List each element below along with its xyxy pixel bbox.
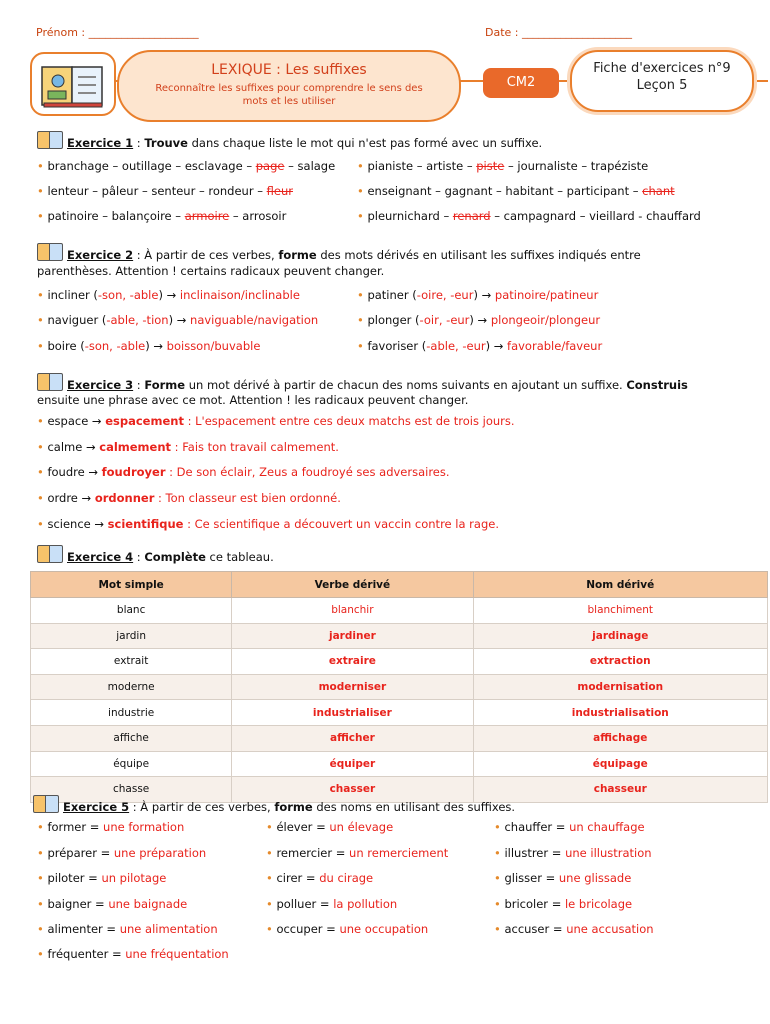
ex1-crossed-word: chant: [642, 184, 675, 198]
ex2-list-item: [37, 339, 260, 353]
ex5-list-item: [494, 846, 652, 860]
derivation-table: [30, 571, 768, 803]
prenom-label: Prénom :: [36, 26, 89, 39]
book-icon: [38, 59, 108, 109]
ex3-instruction: [37, 373, 688, 392]
cell-mot-simple: extrait: [31, 649, 232, 675]
ex5-verb: alimenter =: [47, 922, 120, 936]
prenom-field: [36, 26, 199, 39]
title-bubble: [117, 50, 461, 122]
ex3-noun: foudre →: [47, 465, 102, 479]
ex3-derived-word: calmement: [99, 440, 172, 454]
ex1-words: branchage – outillage – esclavage –: [47, 159, 256, 173]
cell-nom-derive: jardinage: [473, 623, 768, 649]
cell-mot-simple: industrie: [31, 700, 232, 726]
ex2-verb: forme: [278, 248, 317, 262]
bullet: •: [266, 897, 277, 911]
ex3-sentence: : L'espacement entre ces deux matchs est de trois jours.: [183, 414, 515, 428]
col-header-verbe-derive: Verbe dérivé: [232, 572, 473, 598]
ex5-list-item: [37, 897, 187, 911]
table-row: [31, 674, 768, 700]
ex1-crossed-word: page: [255, 159, 285, 173]
bullet: •: [37, 414, 48, 428]
bullet: •: [37, 491, 48, 505]
ex1-instr-rest: dans chaque liste le mot qui n'est pas formé avec un suffixe.: [187, 136, 543, 150]
bullet: •: [37, 871, 48, 885]
ex5-noun-answer: une préparation: [113, 846, 207, 860]
ex4-instruction: [37, 545, 274, 564]
book-illustration-box: [30, 52, 116, 116]
ex3-verb-2: Construis: [626, 378, 688, 392]
ex1-verb: Trouve: [144, 136, 188, 150]
ex5-verb: baigner =: [47, 897, 109, 911]
bullet: •: [37, 897, 48, 911]
cell-nom-derive: modernisation: [473, 674, 768, 700]
ex2-answer: patinoire/patineur: [494, 288, 599, 302]
ex5-list-item: [37, 820, 184, 834]
cell-mot-simple: chasse: [31, 777, 232, 803]
ex5-list-item: [494, 871, 631, 885]
ex5-noun-answer: une alimentation: [119, 922, 218, 936]
ex3-verb-1: Forme: [144, 378, 186, 392]
ex3-list-item: [37, 491, 341, 505]
bullet: •: [266, 820, 277, 834]
ex5-verb: glisser =: [504, 871, 559, 885]
date-blank: ____________________: [522, 26, 632, 39]
ex5-verb: fréquenter =: [47, 947, 126, 961]
ex2-list-item: [357, 339, 602, 353]
date-field: [485, 26, 632, 39]
ex5-list-item: [37, 846, 206, 860]
ex4-instr-a: :: [133, 550, 145, 564]
ex2-verb: incliner (: [47, 288, 98, 302]
ex3-derived-word: scientifique: [107, 517, 184, 531]
ex2-arrow: ) →: [473, 288, 495, 302]
ex2-answer: favorable/faveur: [507, 339, 603, 353]
ex4-title: Exercice 4: [67, 550, 134, 564]
ex2-verb: naviguer (: [47, 313, 107, 327]
ex1-list-item: [357, 159, 648, 173]
bullet: •: [494, 897, 505, 911]
bullet: •: [37, 440, 48, 454]
ex5-instr-a: : À partir de ces verbes,: [129, 800, 275, 814]
bullet: •: [37, 922, 48, 936]
ex5-noun-answer: une occupation: [339, 922, 429, 936]
table-row: [31, 700, 768, 726]
ex5-noun-answer: du cirage: [319, 871, 374, 885]
table-row: [31, 623, 768, 649]
subtitle-line-2: mots et les utiliser: [242, 96, 336, 107]
ex3-sentence: : Ce scientifique a découvert un vaccin contre la rage.: [183, 517, 499, 531]
ex5-list-item: [494, 922, 654, 936]
ex1-words-end: – campagnard – vieillard - chauffard: [490, 209, 701, 223]
cell-mot-simple: jardin: [31, 623, 232, 649]
bullet: •: [37, 820, 48, 834]
ex2-answer: naviguable/navigation: [190, 313, 319, 327]
ex2-arrow: ) →: [168, 313, 191, 327]
ex3-derived-word: ordonner: [94, 491, 155, 505]
cell-verbe-derive: équiper: [232, 751, 473, 777]
cell-mot-simple: moderne: [31, 674, 232, 700]
ex2-answer: inclinaison/inclinable: [179, 288, 300, 302]
ex5-noun-answer: la pollution: [333, 897, 398, 911]
bullet: •: [266, 922, 277, 936]
ex3-noun: espace →: [47, 414, 106, 428]
ex2-suffixes: -able, -eur: [426, 339, 486, 353]
bullet: •: [37, 313, 48, 327]
ex2-arrow: ) →: [145, 339, 167, 353]
ex1-words: patinoire – balançoire –: [47, 209, 185, 223]
ex1-list-item: [37, 209, 286, 223]
ex1-words-end: – journaliste – trapéziste: [504, 159, 649, 173]
cell-nom-derive: blanchiment: [473, 598, 768, 624]
ex5-list-item: [37, 947, 229, 961]
ex3-sentence: : Ton classeur est bien ordonné.: [154, 491, 341, 505]
fiche-number: Fiche d'exercices n°9: [593, 61, 731, 76]
ex5-list-item: [266, 871, 373, 885]
ex5-instruction: [33, 795, 515, 814]
table-row: [31, 725, 768, 751]
cell-verbe-derive: jardiner: [232, 623, 473, 649]
ex1-crossed-word: armoire: [184, 209, 230, 223]
date-label: Date :: [485, 26, 522, 39]
ex1-list-item: [357, 184, 675, 198]
ex2-suffixes: -oir, -eur: [419, 313, 470, 327]
cell-verbe-derive: blanchir: [232, 598, 473, 624]
cell-verbe-derive: industrialiser: [232, 700, 473, 726]
bullet: •: [37, 846, 48, 860]
ex2-instr-line2: parenthèses. Attention ! certains radicaux peuvent changer.: [37, 264, 385, 278]
ex1-sep: :: [133, 136, 145, 150]
exercise-book-icon: [37, 545, 63, 563]
bullet: •: [37, 517, 48, 531]
ex1-words: pleurnichard –: [367, 209, 453, 223]
ex2-verb: favoriser (: [367, 339, 427, 353]
ex3-title: Exercice 3: [67, 378, 134, 392]
ex3-noun: calme →: [47, 440, 100, 454]
ex5-list-item: [266, 846, 448, 860]
cell-verbe-derive: chasser: [232, 777, 473, 803]
col-header-mot-simple: Mot simple: [31, 572, 232, 598]
page-subtitle: [119, 82, 459, 108]
ex5-verb: accuser =: [504, 922, 567, 936]
bullet: •: [357, 288, 368, 302]
ex1-crossed-word: renard: [452, 209, 491, 223]
ex1-words-end: – salage: [284, 159, 336, 173]
table-row: [31, 649, 768, 675]
ex3-instr-a: :: [133, 378, 145, 392]
ex5-noun-answer: une glissade: [558, 871, 632, 885]
cell-verbe-derive: moderniser: [232, 674, 473, 700]
ex5-list-item: [266, 922, 428, 936]
ex5-verb: chauffer =: [504, 820, 570, 834]
ex5-verb: illustrer =: [504, 846, 566, 860]
ex1-list-item: [357, 209, 701, 223]
ex2-instr-b: des mots dérivés en utilisant les suffixes indiqués entre: [316, 248, 641, 262]
ex3-list-item: [37, 465, 450, 479]
ex5-title: Exercice 5: [63, 800, 130, 814]
ex5-list-item: [494, 820, 645, 834]
cell-nom-derive: extraction: [473, 649, 768, 675]
ex1-list-item: [37, 159, 335, 173]
bullet: •: [37, 339, 48, 353]
col-header-nom-derive: Nom dérivé: [473, 572, 768, 598]
ex5-noun-answer: un chauffage: [569, 820, 645, 834]
ex2-suffixes: -son, -able: [97, 288, 159, 302]
ex5-noun-answer: un pilotage: [101, 871, 167, 885]
cell-mot-simple: affiche: [31, 725, 232, 751]
bullet: •: [37, 184, 48, 198]
ex2-verb: patiner (: [367, 288, 417, 302]
ex3-list-item: [37, 414, 515, 428]
bullet: •: [37, 209, 48, 223]
ex1-words: pianiste – artiste –: [367, 159, 477, 173]
ex5-list-item: [266, 897, 397, 911]
ex2-arrow: ) →: [485, 339, 508, 353]
ex4-instr-b: ce tableau.: [205, 550, 274, 564]
bullet: •: [37, 465, 48, 479]
cell-mot-simple: blanc: [31, 598, 232, 624]
ex5-verb: forme: [274, 800, 313, 814]
exercise-book-icon: [37, 131, 63, 149]
ex2-list-item: [357, 288, 598, 302]
ex1-words-end: – arrosoir: [229, 209, 287, 223]
table-row: [31, 751, 768, 777]
ex5-noun-answer: le bricolage: [564, 897, 633, 911]
ex2-list-item: [37, 288, 300, 302]
ex2-answer: boisson/buvable: [166, 339, 261, 353]
ex2-suffixes: -oire, -eur: [416, 288, 474, 302]
subtitle-line-1: Reconnaître les suffixes pour comprendre le sens des: [155, 83, 423, 94]
table-row: [31, 598, 768, 624]
ex1-title: Exercice 1: [67, 136, 134, 150]
exercise-book-icon: [33, 795, 59, 813]
ex5-verb: cirer =: [276, 871, 320, 885]
ex5-noun-answer: un remerciement: [349, 846, 449, 860]
ex5-verb: élever =: [276, 820, 330, 834]
lesson-number: Leçon 5: [636, 78, 688, 93]
bullet: •: [494, 922, 505, 936]
ex2-suffixes: -son, -able: [84, 339, 146, 353]
ex3-sentence: : Fais ton travail calmement.: [171, 440, 339, 454]
ex1-instruction: [37, 131, 542, 150]
bullet: •: [494, 846, 505, 860]
ex3-instr-line2: ensuite une phrase avec ce mot. Attention ! les radicaux peuvent changer.: [37, 393, 469, 407]
ex1-words: enseignant – gagnant – habitant – participant –: [367, 184, 643, 198]
ex3-noun: ordre →: [47, 491, 95, 505]
ex2-verb: plonger (: [367, 313, 420, 327]
page-title: LEXIQUE : Les suffixes: [211, 62, 367, 78]
ex1-words: lenteur – pâleur – senteur – rondeur –: [47, 184, 267, 198]
cell-nom-derive: équipage: [473, 751, 768, 777]
bullet: •: [494, 820, 505, 834]
ex2-arrow: ) →: [469, 313, 491, 327]
bullet: •: [266, 846, 277, 860]
cell-nom-derive: affichage: [473, 725, 768, 751]
exercise-book-icon: [37, 373, 63, 391]
ex5-verb: remercier =: [276, 846, 350, 860]
bullet: •: [357, 209, 368, 223]
cell-verbe-derive: extraire: [232, 649, 473, 675]
ex2-instruction: [37, 243, 767, 262]
level-badge: CM2: [483, 68, 559, 98]
ex2-list-item: [357, 313, 600, 327]
ex2-arrow: ) →: [158, 288, 180, 302]
ex3-list-item: [37, 517, 499, 531]
bullet: •: [37, 947, 48, 961]
ex3-noun: science →: [47, 517, 108, 531]
ex5-noun-answer: un élevage: [329, 820, 394, 834]
ex4-verb: Complète: [144, 550, 206, 564]
bullet: •: [357, 159, 368, 173]
table-header-row: [31, 572, 768, 598]
ex5-noun-answer: une illustration: [565, 846, 652, 860]
ex2-list-item: [37, 313, 318, 327]
ex3-derived-word: espacement: [105, 414, 184, 428]
cell-mot-simple: équipe: [31, 751, 232, 777]
ex3-list-item: [37, 440, 339, 454]
ex5-list-item: [37, 871, 166, 885]
ex2-answer: plongeoir/plongeur: [490, 313, 601, 327]
ex5-noun-answer: une baignade: [108, 897, 188, 911]
cell-nom-derive: chasseur: [473, 777, 768, 803]
ex5-verb: préparer =: [47, 846, 114, 860]
bullet: •: [357, 313, 368, 327]
ex5-noun-answer: une formation: [103, 820, 185, 834]
exercise-book-icon: [37, 243, 63, 261]
ex3-sentence: : De son éclair, Zeus a foudroyé ses adversaires.: [165, 465, 450, 479]
ex2-suffixes: -able, -tion: [106, 313, 169, 327]
bullet: •: [357, 339, 368, 353]
ex5-noun-answer: une accusation: [566, 922, 654, 936]
ex5-verb: piloter =: [47, 871, 102, 885]
ex2-verb: boire (: [47, 339, 85, 353]
cell-verbe-derive: afficher: [232, 725, 473, 751]
bullet: •: [37, 159, 48, 173]
prenom-blank: ____________________: [88, 26, 199, 39]
ex5-verb: bricoler =: [504, 897, 565, 911]
ex3-instr-b: un mot dérivé à partir de chacun des noms suivants en ajoutant un suffixe.: [185, 378, 627, 392]
fiche-bubble: [570, 50, 754, 112]
ex5-noun-answer: une fréquentation: [125, 947, 229, 961]
bullet: •: [266, 871, 277, 885]
bullet: •: [494, 871, 505, 885]
ex3-derived-word: foudroyer: [101, 465, 166, 479]
ex5-list-item: [266, 820, 393, 834]
ex1-crossed-word: piste: [476, 159, 505, 173]
bullet: •: [357, 184, 368, 198]
bullet: •: [37, 288, 48, 302]
ex1-list-item: [37, 184, 293, 198]
ex5-verb: polluer =: [276, 897, 334, 911]
ex5-instr-b: des noms en utilisant des suffixes.: [312, 800, 516, 814]
ex1-crossed-word: fleur: [266, 184, 293, 198]
ex2-instr-a: : À partir de ces verbes,: [133, 248, 279, 262]
ex5-list-item: [494, 897, 632, 911]
ex2-title: Exercice 2: [67, 248, 134, 262]
ex5-list-item: [37, 922, 218, 936]
ex5-verb: occuper =: [276, 922, 340, 936]
ex5-verb: former =: [47, 820, 104, 834]
cell-nom-derive: industrialisation: [473, 700, 768, 726]
